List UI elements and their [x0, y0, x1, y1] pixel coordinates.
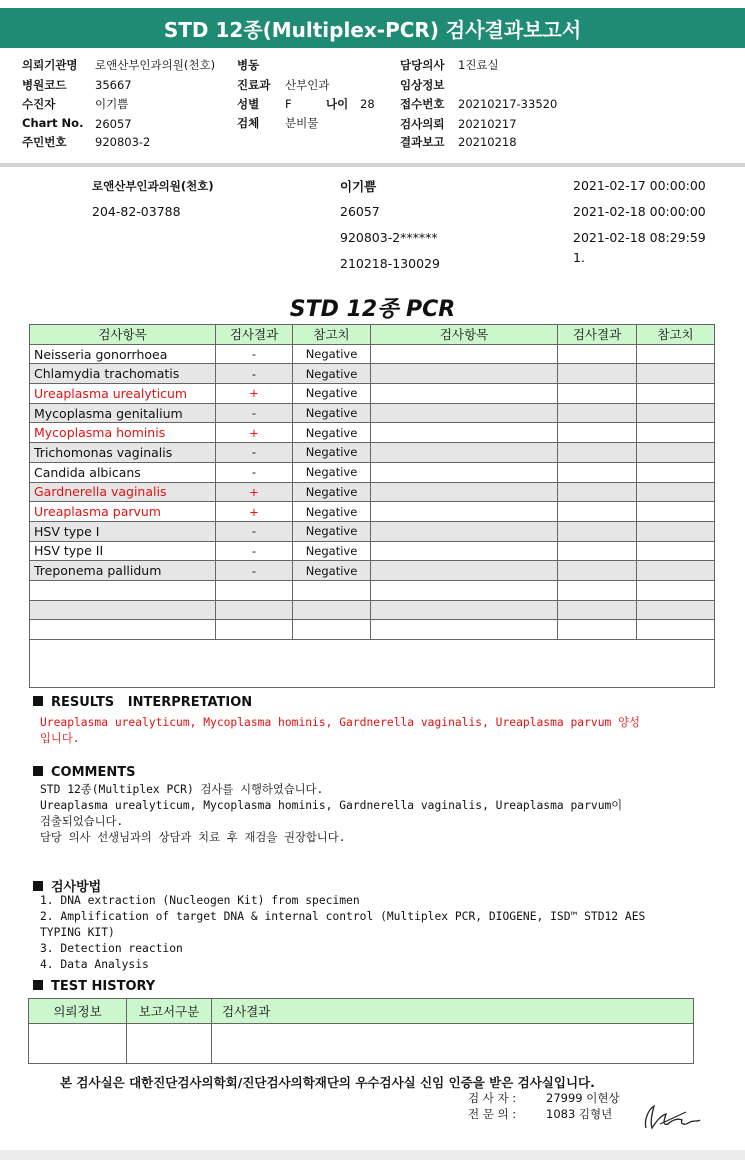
stamp-name: 이기쁨	[340, 179, 377, 194]
empty-cell	[371, 482, 558, 502]
sex-value: F	[285, 97, 292, 111]
institution-row	[22, 57, 78, 73]
table-row	[30, 423, 715, 443]
empty-cell	[371, 620, 558, 640]
institution-value: 로앤산부인과의원(천호)	[95, 58, 216, 72]
table-row	[30, 482, 715, 502]
empty-cell	[637, 364, 715, 384]
reference-value: Negative	[293, 482, 371, 502]
patient-label: 수진자	[22, 97, 56, 111]
col-header: 보고서구분	[127, 999, 212, 1024]
empty-cell	[637, 600, 715, 620]
institution-label: 의뢰기관명	[22, 58, 78, 72]
hospital-code-label: 병원코드	[22, 78, 67, 92]
empty-cell	[30, 580, 216, 600]
empty-cell	[371, 561, 558, 581]
bottom-band	[0, 1150, 745, 1160]
stamp-date-3: 2021-02-18 08:29:59	[573, 230, 706, 245]
specialist-label: 전 문 의 :	[468, 1107, 517, 1121]
empty-cell	[558, 462, 637, 482]
header-divider	[0, 163, 745, 167]
square-bullet-icon	[33, 766, 43, 776]
table-row	[30, 443, 715, 463]
results-table	[29, 324, 715, 688]
results-heading	[33, 695, 252, 710]
empty-cell	[558, 364, 637, 384]
stamp-resident: 920803-2******	[340, 230, 438, 245]
tester-label: 검 사 자 :	[468, 1091, 517, 1105]
table-row	[30, 521, 715, 541]
method-line: 3. Detection reaction	[40, 942, 183, 955]
test-result: +	[216, 423, 293, 443]
ward-label: 병동	[237, 58, 260, 72]
test-result: +	[216, 482, 293, 502]
patient-value: 이기쁨	[95, 97, 129, 111]
age-value: 28	[360, 97, 375, 111]
test-result: -	[216, 364, 293, 384]
stamp-chart: 26057	[340, 204, 380, 219]
stamp-biz-no: 204-82-03788	[92, 204, 181, 219]
col-header: 검사항목	[30, 325, 216, 345]
stamp-date-1: 2021-02-17 00:00:00	[573, 178, 706, 193]
reference-value: Negative	[293, 561, 371, 581]
request-date-value: 20210217	[458, 117, 517, 131]
method-line: 4. Data Analysis	[40, 958, 149, 971]
comment-line: 검출되었습니다.	[40, 815, 124, 828]
reference-value: Negative	[293, 502, 371, 522]
results-line: Ureaplasma urealyticum, Mycoplasma hominis, Gardnerella vaginalis, Ureaplasma parvum 양성	[40, 716, 640, 729]
comment-line: Ureaplasma urealyticum, Mycoplasma hominis, Gardnerella vaginalis, Ureaplasma parvum이	[40, 799, 623, 812]
results-heading-text: RESULTS INTERPRETATION	[51, 695, 253, 710]
empty-cell	[371, 384, 558, 404]
table-row	[30, 620, 715, 640]
chart-label: Chart No.	[22, 116, 84, 130]
certification-text: 본 검사실은 대한진단검사의학회/진단검사의학재단의 우수검사실 신임 인증을 받은 검사실입니다.	[60, 1075, 595, 1090]
receipt-label: 접수번호	[400, 97, 445, 111]
empty-cell	[558, 403, 637, 423]
results-line: 입니다.	[40, 732, 80, 745]
dept-value: 산부인과	[285, 78, 330, 92]
empty-cell	[371, 462, 558, 482]
empty-cell	[558, 561, 637, 581]
stamp-clinic: 로앤산부인과의원(천호)	[92, 179, 214, 193]
empty-cell	[637, 502, 715, 522]
reference-value: Negative	[293, 423, 371, 443]
empty-cell	[371, 521, 558, 541]
table-row	[30, 580, 715, 600]
test-item-name: Neisseria gonorrhoea	[30, 344, 216, 364]
clinical-label: 임상정보	[400, 78, 445, 92]
col-header: 검사결과	[212, 999, 694, 1024]
reference-value: Negative	[293, 443, 371, 463]
resident-value: 920803-2	[95, 135, 151, 149]
empty-cell	[637, 620, 715, 640]
empty-cell	[216, 580, 293, 600]
empty-cell	[371, 600, 558, 620]
empty-cell	[637, 384, 715, 404]
test-item-name: Chlamydia trachomatis	[30, 364, 216, 384]
history-heading	[33, 979, 155, 994]
reference-value: Negative	[293, 403, 371, 423]
signature-icon	[640, 1100, 702, 1134]
report-date-value: 20210218	[458, 135, 517, 149]
test-result: -	[216, 561, 293, 581]
square-bullet-icon	[33, 696, 43, 706]
report-date-label: 결과보고	[400, 135, 445, 149]
empty-cell	[637, 423, 715, 443]
test-item-name: Trichomonas vaginalis	[30, 443, 216, 463]
table-header-row	[30, 325, 715, 345]
empty-cell	[371, 344, 558, 364]
test-item-name: Ureaplasma urealyticum	[30, 384, 216, 404]
report-title: STD 12종(Multiplex-PCR) 검사결과보고서	[0, 8, 745, 48]
receipt-value: 20210217-33520	[458, 97, 558, 111]
method-text	[40, 893, 645, 973]
col-header: 의뢰정보	[29, 999, 127, 1024]
empty-cell	[371, 364, 558, 384]
empty-cell	[637, 462, 715, 482]
empty-cell	[371, 502, 558, 522]
history-heading-text: TEST HISTORY	[51, 979, 156, 994]
empty-cell	[558, 580, 637, 600]
empty-cell	[371, 403, 558, 423]
empty-cell	[216, 600, 293, 620]
empty-cell	[637, 541, 715, 561]
history-row	[29, 1024, 694, 1064]
test-item-name: Candida albicans	[30, 462, 216, 482]
specimen-value: 분비물	[285, 116, 319, 130]
comments-text	[40, 782, 622, 846]
comments-heading-text: COMMENTS	[51, 765, 136, 780]
col-header: 검사항목	[371, 325, 558, 345]
empty-cell	[293, 580, 371, 600]
table-row	[30, 600, 715, 620]
empty-cell	[637, 580, 715, 600]
tester-value: 27999 이현상	[546, 1091, 620, 1105]
test-item-name: Treponema pallidum	[30, 561, 216, 581]
empty-cell	[558, 443, 637, 463]
test-item-name: Mycoplasma hominis	[30, 423, 216, 443]
reference-value: Negative	[293, 384, 371, 404]
test-result: -	[216, 344, 293, 364]
method-line: TYPING KIT)	[40, 926, 115, 939]
test-result: +	[216, 502, 293, 522]
test-item-name: HSV type I	[30, 521, 216, 541]
table-row	[30, 462, 715, 482]
table-row	[30, 364, 715, 384]
test-result: -	[216, 403, 293, 423]
table-row	[30, 561, 715, 581]
test-item-name: Gardnerella vaginalis	[30, 482, 216, 502]
empty-cell	[558, 620, 637, 640]
stamp-date-2: 2021-02-18 00:00:00	[573, 204, 706, 219]
comment-line: STD 12종(Multiplex PCR) 검사를 시행하였습니다.	[40, 783, 324, 796]
empty-cell	[637, 482, 715, 502]
empty-cell	[293, 620, 371, 640]
table-row	[30, 344, 715, 364]
sex-label: 성별	[237, 97, 260, 111]
empty-cell	[30, 600, 216, 620]
pcr-title: STD 12종 PCR	[289, 297, 456, 322]
col-header: 검사결과	[216, 325, 293, 345]
specialist-value: 1083 김형년	[546, 1107, 613, 1121]
col-header: 검사결과	[558, 325, 637, 345]
test-item-name: HSV type II	[30, 541, 216, 561]
col-header: 참고치	[637, 325, 715, 345]
method-line: 1. DNA extraction (Nucleogen Kit) from specimen	[40, 894, 360, 907]
reference-value: Negative	[293, 521, 371, 541]
history-header-row	[29, 999, 694, 1024]
empty-cell	[637, 561, 715, 581]
test-result: -	[216, 541, 293, 561]
age-label: 나이	[326, 97, 349, 111]
comments-heading	[33, 765, 135, 780]
reference-value: Negative	[293, 462, 371, 482]
empty-cell	[558, 600, 637, 620]
table-row	[30, 541, 715, 561]
empty-cell	[558, 541, 637, 561]
reference-value: Negative	[293, 364, 371, 384]
results-text	[40, 715, 640, 747]
col-header: 참고치	[293, 325, 371, 345]
table-row	[30, 384, 715, 404]
empty-cell	[637, 521, 715, 541]
empty-cell	[371, 443, 558, 463]
test-result: -	[216, 521, 293, 541]
doctor-label: 담당의사	[400, 58, 445, 72]
test-result: +	[216, 384, 293, 404]
chart-value: 26057	[95, 117, 132, 131]
empty-cell	[558, 344, 637, 364]
comment-line: 담당 의사 선생님과의 상담과 치료 후 재검을 권장합니다.	[40, 831, 346, 844]
empty-cell	[637, 403, 715, 423]
dept-label: 진료과	[237, 78, 271, 92]
empty-cell	[558, 521, 637, 541]
specimen-label: 검체	[237, 116, 260, 130]
stamp-seq: 1.	[573, 250, 585, 265]
history-table	[28, 998, 694, 1064]
resident-label: 주민번호	[22, 135, 67, 149]
reference-value: Negative	[293, 344, 371, 364]
test-item-name: Ureaplasma parvum	[30, 502, 216, 522]
empty-cell	[293, 600, 371, 620]
request-date-label: 검사의뢰	[400, 117, 445, 131]
reference-value: Negative	[293, 541, 371, 561]
test-result: -	[216, 462, 293, 482]
empty-cell	[637, 443, 715, 463]
empty-cell	[371, 541, 558, 561]
method-line: 2. Amplification of target DNA & internal control (Multiplex PCR, DIOGENE, ISD™ STD12 AES	[40, 910, 646, 923]
stamp-sample-no: 210218-130029	[340, 256, 440, 271]
doctor-value: 1진료실	[458, 58, 499, 72]
empty-cell	[216, 620, 293, 640]
empty-cell	[558, 423, 637, 443]
table-row	[30, 403, 715, 423]
hospital-code-value: 35667	[95, 78, 132, 92]
empty-cell	[558, 384, 637, 404]
table-blank-row	[30, 640, 715, 688]
empty-cell	[558, 482, 637, 502]
method-heading-text: 검사방법	[51, 880, 102, 895]
square-bullet-icon	[33, 881, 43, 891]
empty-cell	[30, 620, 216, 640]
test-result: -	[216, 443, 293, 463]
empty-cell	[371, 580, 558, 600]
empty-cell	[30, 640, 715, 688]
square-bullet-icon	[33, 980, 43, 990]
test-item-name: Mycoplasma genitalium	[30, 403, 216, 423]
empty-cell	[371, 423, 558, 443]
empty-cell	[637, 344, 715, 364]
empty-cell	[558, 502, 637, 522]
table-row	[30, 502, 715, 522]
